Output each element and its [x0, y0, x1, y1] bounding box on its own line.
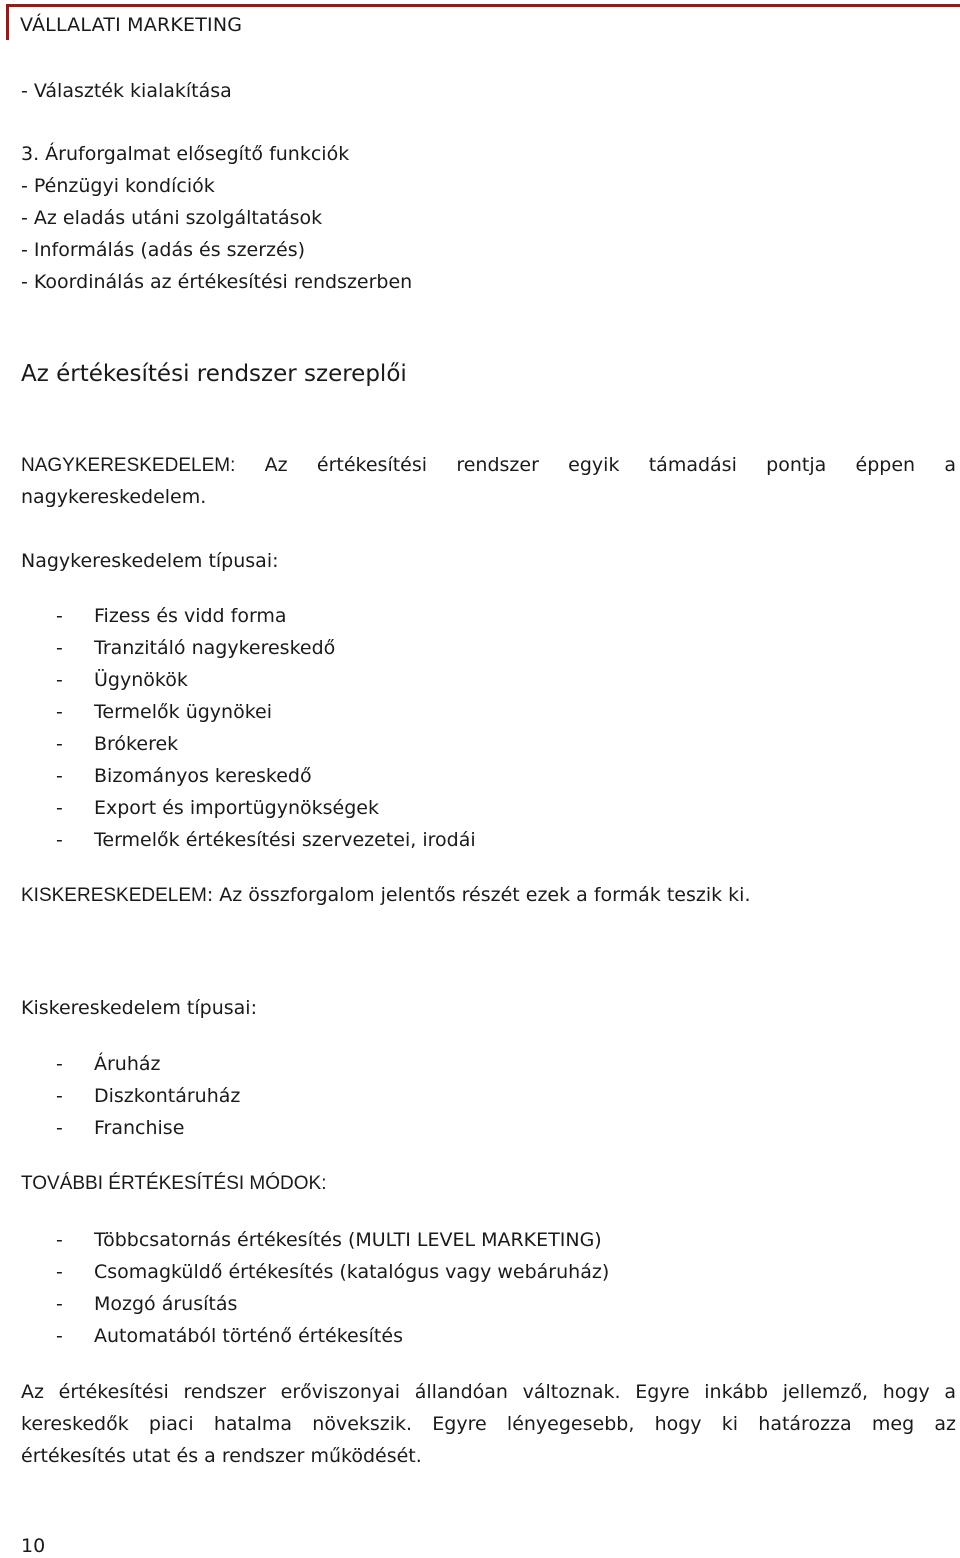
dash: -	[56, 829, 63, 851]
dash: -	[56, 733, 63, 755]
page-number: 10	[21, 1535, 46, 1557]
dash: -	[56, 1117, 63, 1139]
retail-label: KISKERESKEDELEM	[21, 885, 207, 906]
retail-types-heading: Kiskereskedelem típusai:	[21, 997, 257, 1019]
list-item: Diszkontáruház	[94, 1085, 241, 1107]
list-item: Termelők ügynökei	[94, 701, 272, 723]
list-item: Csomagküldő értékesítés (katalógus vagy webáruház)	[94, 1261, 610, 1283]
dash: -	[56, 1293, 63, 1315]
wholesale-types-heading: Nagykereskedelem típusai:	[21, 550, 279, 572]
list-item: Áruház	[94, 1053, 161, 1075]
wholesale-line1: NAGYKERESKEDELEM: Az értékesítési rendszer egyik támadási pontja éppen a	[21, 454, 957, 476]
retail-line	[21, 884, 750, 907]
retail-text: : Az összforgalom jelentős részét ezek a formák teszik ki.	[206, 884, 751, 906]
actors-heading: Az értékesítési rendszer szereplői	[21, 361, 407, 387]
dash: -	[56, 605, 63, 627]
wholesale-label: NAGYKERESKEDELEM:	[21, 455, 236, 476]
list-item: Tranzitáló nagykereskedő	[94, 637, 336, 659]
wholesale-line2: nagykereskedelem.	[21, 486, 207, 508]
list-item: Többcsatornás értékesítés (MULTI LEVEL MARKETING)	[94, 1229, 602, 1251]
list-item: Brókerek	[94, 733, 179, 755]
list-item: Automatából történő értékesítés	[94, 1325, 403, 1347]
section3-item: - Koordinálás az értékesítési rendszerben	[21, 271, 413, 293]
section3-title: 3. Áruforgalmat elősegítő funkciók	[21, 143, 350, 165]
dash: -	[56, 797, 63, 819]
list-item: Fizess és vidd forma	[94, 605, 287, 627]
dash: -	[56, 637, 63, 659]
intro-line: - Választék kialakítása	[21, 80, 232, 102]
list-item: Export és importügynökségek	[94, 797, 379, 819]
dash: -	[56, 669, 63, 691]
header-title: VÁLLALATI MARKETING	[20, 14, 243, 36]
other-methods-heading: TOVÁBBI ÉRTÉKESÍTÉSI MÓDOK:	[21, 1173, 327, 1194]
section3-item: - Az eladás utáni szolgáltatások	[21, 207, 323, 229]
dash: -	[56, 1053, 63, 1075]
list-item: Bizományos kereskedő	[94, 765, 312, 787]
dash: -	[56, 701, 63, 723]
dash: -	[56, 1325, 63, 1347]
list-item: Ügynökök	[94, 669, 188, 691]
section3-item: - Pénzügyi kondíciók	[21, 175, 215, 197]
dash: -	[56, 765, 63, 787]
section3-item: - Informálás (adás és szerzés)	[21, 239, 306, 261]
list-item: Mozgó árusítás	[94, 1293, 238, 1315]
dash: -	[56, 1085, 63, 1107]
closing-line1: Az értékesítési rendszer erőviszonyai állandóan változnak. Egyre inkább jellemző, hogy a	[21, 1381, 956, 1403]
list-item: Termelők értékesítési szervezetei, irodái	[94, 829, 476, 851]
list-item: Franchise	[94, 1117, 185, 1139]
dash: -	[56, 1261, 63, 1283]
closing-line2: kereskedők piaci hatalma növekszik. Egyre lényegesebb, hogy ki határozza meg az	[21, 1413, 956, 1435]
closing-line3: értékesítés utat és a rendszer működését.	[21, 1445, 422, 1467]
dash: -	[56, 1229, 63, 1251]
